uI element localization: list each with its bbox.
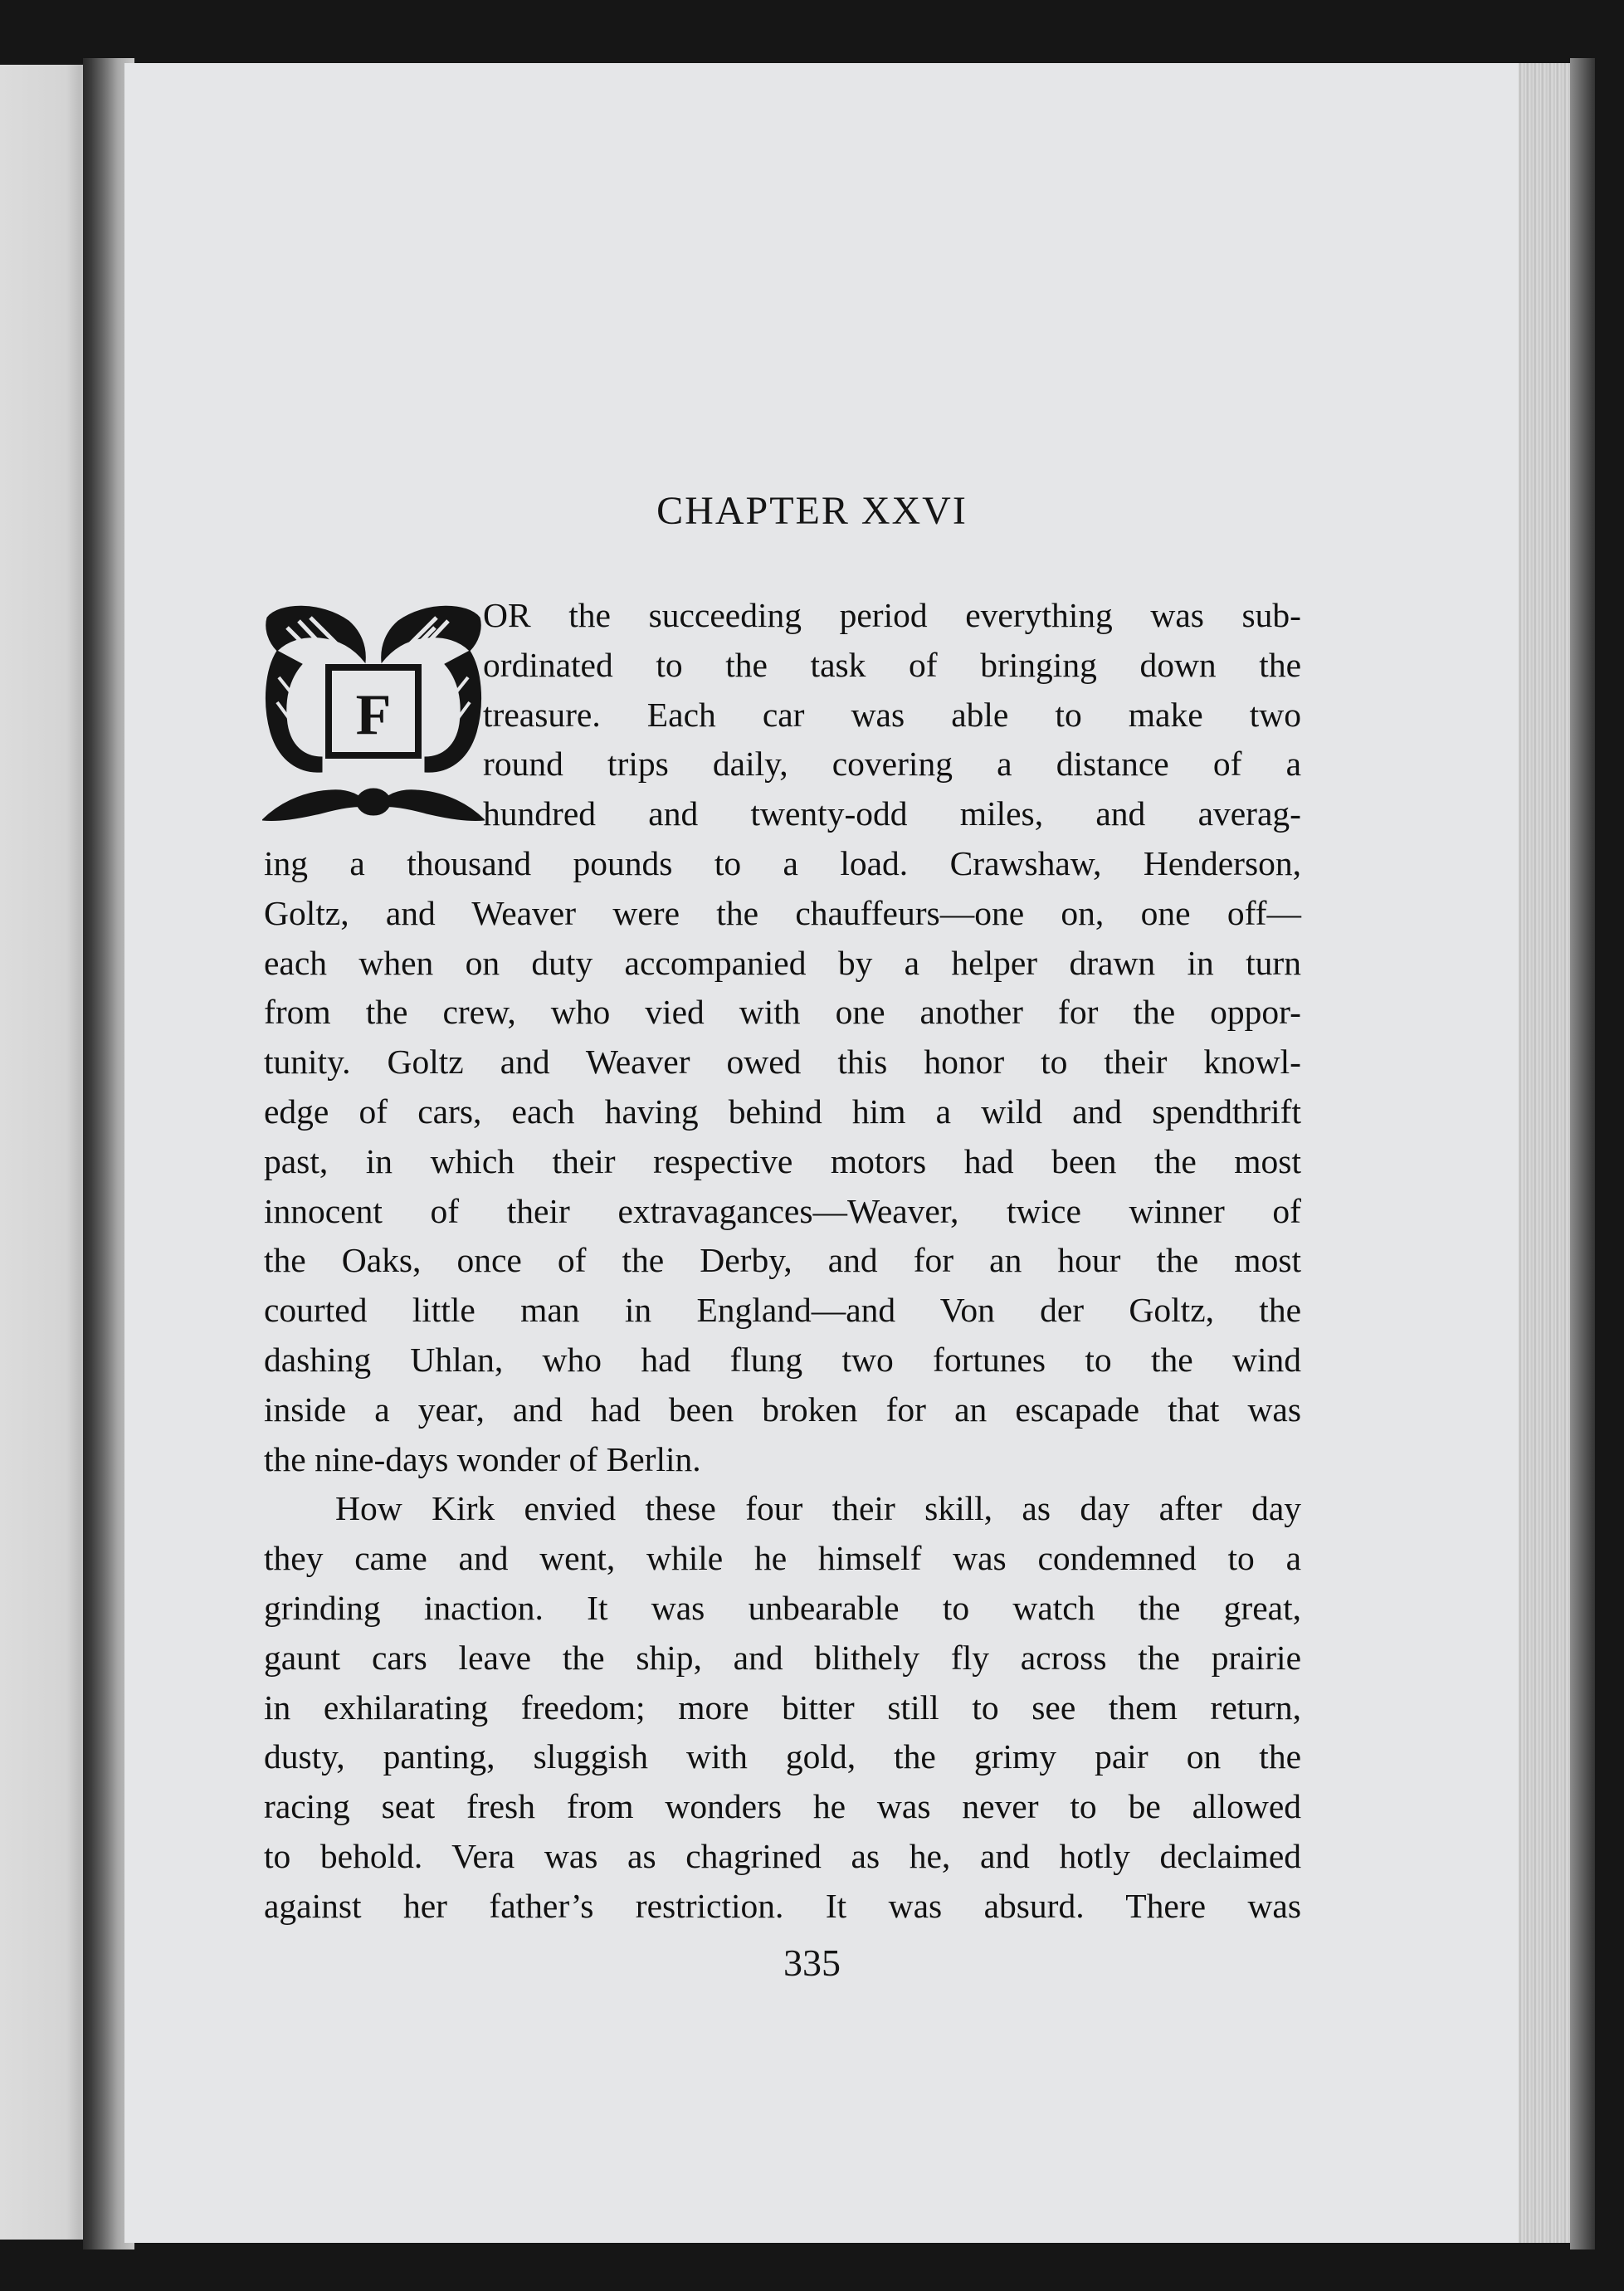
- text-line: the nine-days wonder of Berlin.: [264, 1439, 701, 1478]
- text-line: each when on duty accompanied by a helper drawn in turn: [264, 943, 1301, 982]
- text-line: dashing Uhlan, who had flung two fortunes to the wind: [264, 1340, 1301, 1379]
- text-line: to behold. Vera was as chagrined as he, and hotly declaimed: [264, 1836, 1301, 1875]
- text-line: they came and went, while he himself was condemned to a: [264, 1539, 1301, 1578]
- paragraph-1: [264, 591, 1301, 1484]
- text-line: OR the succeeding period everything was sub-: [483, 596, 1301, 634]
- page-stack-edge: [1519, 63, 1570, 2243]
- text-line: How Kirk envied these four their skill, as day after day: [335, 1489, 1301, 1528]
- text-line: treasure. Each car was able to make two: [483, 695, 1301, 734]
- page-number: 335: [783, 1942, 841, 1984]
- drop-cap-letter: F: [355, 683, 392, 747]
- text-line: from the crew, who vied with one another for the oppor-: [264, 993, 1301, 1032]
- body-text: [264, 591, 1301, 1932]
- text-line: racing seat fresh from wonders he was never to be allowed: [264, 1787, 1301, 1826]
- page-edge-shadow: [1570, 58, 1595, 2249]
- chapter-heading: CHAPTER XXVI: [656, 489, 968, 533]
- text-line: grinding inaction. It was unbearable to watch the great,: [264, 1588, 1301, 1627]
- text-line: against her father’s restriction. It was absurd. There was: [264, 1886, 1301, 1925]
- text-line: past, in which their respective motors had been the most: [264, 1141, 1301, 1180]
- text-line: tunity. Goltz and Weaver owed this honor to their knowl-: [264, 1043, 1301, 1082]
- text-line: ing a thousand pounds to a load. Crawshaw, Henderson,: [264, 843, 1301, 882]
- text-line: dusty, panting, sluggish with gold, the grimy pair on the: [264, 1737, 1301, 1776]
- left-page-edge: [0, 65, 90, 2240]
- text-line: Goltz, and Weaver were the chauffeurs—one on, one off—: [264, 893, 1301, 932]
- text-line: innocent of their extravagances—Weaver, twice winner of: [264, 1191, 1301, 1230]
- text-line: inside a year, and had been broken for an escapade that was: [264, 1390, 1301, 1429]
- text-line: round trips daily, covering a distance of a: [483, 745, 1301, 784]
- text-line: hundred and twenty-odd miles, and averag-: [483, 794, 1301, 833]
- text-line: the Oaks, once of the Derby, and for an hour the most: [264, 1241, 1301, 1280]
- text-line: gaunt cars leave the ship, and blithely fly across the prairie: [264, 1638, 1301, 1677]
- paragraph-2: [264, 1484, 1301, 1931]
- text-line: edge of cars, each having behind him a wild and spendthrift: [264, 1092, 1301, 1131]
- text-line: in exhilarating freedom; more bitter still to see them return,: [264, 1688, 1301, 1727]
- text-line: courted little man in England—and Von der Goltz, the: [264, 1291, 1301, 1330]
- text-line: ordinated to the task of bringing down the: [483, 645, 1301, 684]
